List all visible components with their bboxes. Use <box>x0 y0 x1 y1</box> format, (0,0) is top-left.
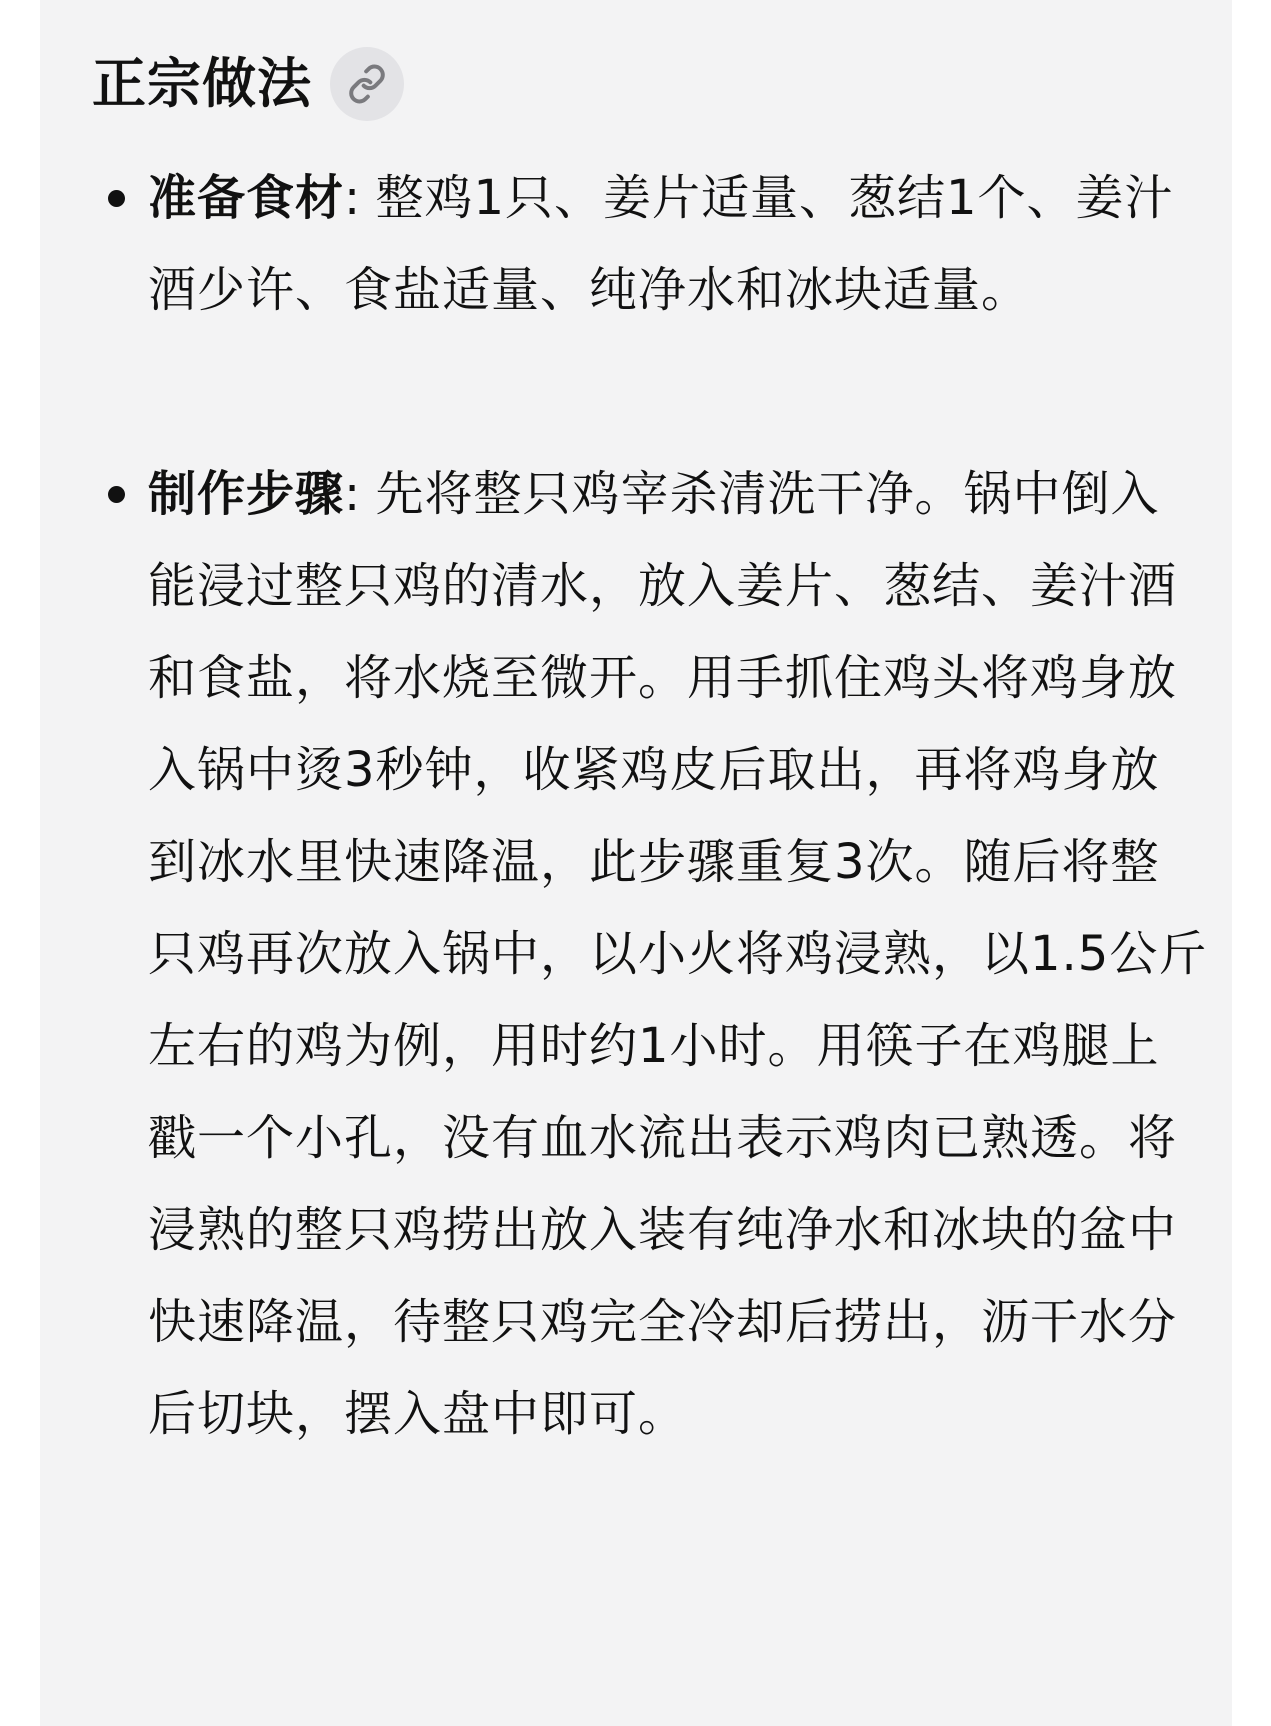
content-panel <box>40 0 1232 1726</box>
ingredients-label: 准备食材 <box>148 170 345 226</box>
section-title: 正宗做法 <box>92 52 312 115</box>
list-item-ingredients <box>148 152 1208 336</box>
ingredients-separator: : <box>344 170 361 226</box>
bullet-icon <box>108 190 125 207</box>
ingredients-text: 整鸡1只、姜片适量、葱结1个、姜汁酒少许、食盐适量、纯净水和冰块适量。 <box>148 170 1174 318</box>
bullet-icon <box>108 486 125 503</box>
link-icon <box>347 64 387 104</box>
copy-link-button[interactable] <box>330 47 404 121</box>
section-heading <box>92 44 404 124</box>
steps-text: 先将整只鸡宰杀清洗干净。锅中倒入能浸过整只鸡的清水，放入姜片、葱结、姜汁酒和食盐，将水烧至微开。用手抓住鸡头将鸡身放入锅中烫3秒钟，收紧鸡皮后取出，再将鸡身放到冰水里快速降温，此步骤重复3次。随后将整只鸡再次放入锅中，以小火将鸡浸熟，以1.5公斤左右的鸡为例，用时约1小时。用筷子在鸡腿上戳一个小孔，没有血水流出表示鸡肉已熟透。将浸熟的整只鸡捞出放入装有纯净水和冰块的盆中快速降温，待整只鸡完全冷却后捞出，沥干水分后切块，摆入盘中即可。 <box>148 466 1208 1442</box>
list-item-steps <box>148 448 1208 1460</box>
steps-label: 制作步骤 <box>148 466 345 522</box>
steps-separator: : <box>344 466 361 522</box>
